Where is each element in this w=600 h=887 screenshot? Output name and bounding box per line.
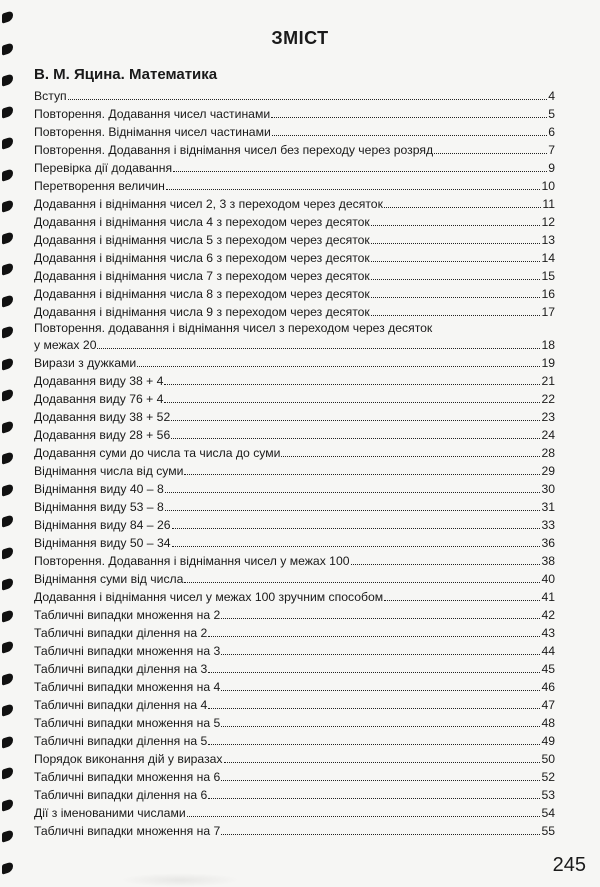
toc-entry-title: Табличні випадки ділення на 2 (34, 626, 208, 640)
toc-entry[interactable] (34, 177, 555, 195)
binding-ring (2, 829, 13, 843)
toc-entry-title: Вирази з дужками (34, 356, 137, 370)
toc-entry-page: 12 (541, 215, 555, 229)
toc-entry-title: Додавання виду 38 + 52 (34, 410, 171, 424)
toc-entry[interactable] (34, 105, 555, 123)
toc-entry-title: Віднімання виду 50 – 34 (34, 536, 171, 550)
toc-entry-page: 33 (541, 518, 555, 532)
dot-leader (68, 99, 548, 100)
toc-entry-title: Повторення. Додавання чисел частинами (34, 107, 271, 121)
toc-entry-page: 28 (541, 446, 555, 460)
binding-ring (2, 514, 13, 528)
toc-entry-title: Табличні випадки множення на 6 (34, 770, 221, 784)
toc-entry[interactable] (34, 141, 555, 159)
toc-entry[interactable] (34, 285, 555, 303)
dot-leader (172, 528, 541, 529)
dot-leader (434, 153, 547, 154)
toc-entry-title: Табличні випадки множення на 3 (34, 644, 221, 658)
page-title: ЗМІСТ (271, 28, 329, 48)
toc-entry-title: Віднімання суми від числа (34, 572, 184, 586)
dot-leader (371, 261, 541, 262)
dot-leader (221, 690, 540, 691)
toc-entry-title: Табличні випадки ділення на 5 (34, 734, 208, 748)
toc-entry-title: Табличні випадки множення на 4 (34, 680, 221, 694)
toc-entry-title: Додавання і віднімання числа 9 з переходом через десяток (34, 305, 370, 319)
dot-leader (187, 816, 541, 817)
toc-entry[interactable] (34, 390, 555, 408)
spiral-binding (0, 0, 22, 887)
page-number: 245 (552, 854, 586, 876)
toc-entry-page: 48 (541, 716, 555, 730)
toc-entry-title: Додавання і віднімання числа 4 з переходом через десяток (34, 215, 370, 229)
toc-entry-page: 23 (541, 410, 555, 424)
toc-entry[interactable] (34, 426, 555, 444)
binding-ring (2, 766, 13, 780)
dot-leader (208, 708, 540, 709)
dot-leader (371, 243, 541, 244)
toc-entry-page: 49 (541, 734, 555, 748)
toc-entry[interactable] (34, 444, 555, 462)
toc-entry-page: 14 (541, 251, 555, 265)
toc-entry-title: Повторення. Додавання і віднімання чисел без переходу через розряд (34, 143, 434, 157)
toc-entry[interactable] (34, 768, 555, 786)
dot-leader (164, 384, 540, 385)
binding-ring (2, 73, 13, 87)
toc-entry-title: Табличні випадки ділення на 4 (34, 698, 208, 712)
toc-entry-title: Дії з іменованими числами (34, 806, 186, 820)
toc-entry[interactable] (34, 87, 555, 105)
toc-entry[interactable] (34, 372, 555, 390)
toc-entry-title: Табличні випадки множення на 5 (34, 716, 221, 730)
toc-entry-page: 6 (548, 125, 555, 139)
binding-ring (2, 388, 13, 402)
binding-ring (2, 577, 13, 591)
binding-ring (2, 136, 13, 150)
toc-entry[interactable] (34, 321, 555, 336)
toc-entry[interactable] (34, 822, 555, 840)
dot-leader (281, 456, 540, 457)
binding-ring (2, 357, 13, 371)
toc-entry-title: Віднімання числа від суми (34, 464, 184, 478)
dot-leader (171, 438, 540, 439)
toc-entry[interactable] (34, 552, 555, 570)
toc-entry[interactable] (34, 480, 555, 498)
toc-entry[interactable] (34, 714, 555, 732)
toc-entry[interactable] (34, 678, 555, 696)
toc-entry[interactable] (34, 660, 555, 678)
toc-entry-page: 50 (541, 752, 555, 766)
dot-leader (165, 492, 541, 493)
dot-leader (221, 834, 540, 835)
toc-entry[interactable] (34, 516, 555, 534)
toc-entry-page: 43 (541, 626, 555, 640)
binding-ring (2, 325, 13, 339)
toc-entry-page: 13 (541, 233, 555, 247)
binding-ring (2, 861, 13, 875)
toc-entry[interactable] (34, 123, 555, 141)
toc-entry[interactable] (34, 570, 555, 588)
dot-leader (164, 402, 540, 403)
toc-entry[interactable] (34, 696, 555, 714)
binding-ring (2, 262, 13, 276)
toc-entry-title: Віднімання виду 53 – 8 (34, 500, 164, 514)
binding-ring (2, 10, 13, 24)
binding-ring (2, 231, 13, 245)
toc-entry-title: Повторення. додавання і віднімання чисел з переходом через десяток (34, 321, 433, 335)
dot-leader (208, 744, 540, 745)
toc-entry-title: Вступ (34, 89, 67, 103)
dot-leader (224, 762, 541, 763)
toc-entry[interactable] (34, 606, 555, 624)
binding-ring (2, 640, 13, 654)
toc-entry-page: 30 (541, 482, 555, 496)
toc-entry-page: 38 (541, 554, 555, 568)
toc-entry-title: Додавання виду 76 + 4 (34, 392, 164, 406)
dot-leader (221, 654, 540, 655)
toc-entry[interactable] (34, 159, 555, 177)
dot-leader (271, 117, 547, 118)
toc-entry-title: Додавання і віднімання чисел у межах 100 зручним способом (34, 590, 384, 604)
toc-entry-title: Додавання виду 28 + 56 (34, 428, 171, 442)
toc-entry-page: 22 (541, 392, 555, 406)
toc-entry[interactable] (34, 336, 555, 354)
dot-leader (137, 366, 540, 367)
toc-entry[interactable] (34, 624, 555, 642)
toc-entry-title: Віднімання виду 40 – 8 (34, 482, 164, 496)
binding-ring (2, 168, 13, 182)
toc-entry-page: 29 (541, 464, 555, 478)
binding-ring (2, 199, 13, 213)
toc-entry-page: 9 (548, 161, 555, 175)
dot-leader (208, 798, 540, 799)
dot-leader (384, 600, 540, 601)
toc-entry-page: 41 (541, 590, 555, 604)
toc-entry-page: 47 (541, 698, 555, 712)
toc-entry[interactable] (34, 642, 555, 660)
toc-entry-title: Віднімання виду 84 – 26 (34, 518, 171, 532)
dot-leader (97, 348, 540, 349)
toc-entry-page: 7 (548, 143, 555, 157)
binding-ring (2, 420, 13, 434)
binding-ring (2, 672, 13, 686)
toc-entry-title: Додавання і віднімання чисел 2, 3 з переходом через десяток (34, 197, 383, 211)
toc-entry-title: Додавання виду 38 + 4 (34, 374, 164, 388)
toc-entry-title: Порядок виконання дій у виразах (34, 752, 223, 766)
toc-entry-page: 17 (541, 305, 555, 319)
toc-entry-page: 36 (541, 536, 555, 550)
toc-entry-title: у межах 20 (34, 338, 97, 352)
binding-ring (2, 451, 13, 465)
toc-entry-page: 54 (541, 806, 555, 820)
toc-entry-title: Повторення. Додавання і віднімання чисел у межах 100 (34, 554, 350, 568)
toc-entry-page: 55 (541, 824, 555, 838)
toc-entry-title: Табличні випадки ділення на 3 (34, 662, 208, 676)
dot-leader (166, 189, 541, 190)
toc-entry[interactable] (34, 267, 555, 285)
toc-entry-page: 24 (541, 428, 555, 442)
dot-leader (184, 582, 540, 583)
toc-entry-title: Додавання і віднімання числа 7 з переходом через десяток (34, 269, 370, 283)
toc-entry-page: 4 (548, 89, 555, 103)
dot-leader (184, 474, 540, 475)
binding-ring (2, 798, 13, 812)
dot-leader (351, 564, 541, 565)
toc-entry-page: 5 (548, 107, 555, 121)
section-heading: В. М. Яцина. Математика (34, 66, 218, 83)
toc-entry[interactable] (34, 534, 555, 552)
toc-entry-page: 40 (541, 572, 555, 586)
toc-entry-title: Додавання і віднімання числа 6 з переходом через десяток (34, 251, 370, 265)
binding-ring (2, 609, 13, 623)
dot-leader (172, 546, 541, 547)
toc-entry-page: 21 (541, 374, 555, 388)
toc-entry[interactable] (34, 213, 555, 231)
toc-entry-page: 15 (541, 269, 555, 283)
dot-leader (221, 618, 540, 619)
dot-leader (221, 780, 540, 781)
toc-entry-title: Табличні випадки ділення на 6 (34, 788, 208, 802)
binding-ring (2, 546, 13, 560)
toc-entry-page: 19 (541, 356, 555, 370)
dot-leader (208, 672, 540, 673)
dot-leader (384, 207, 541, 208)
scan-smudge (120, 873, 240, 887)
toc-entry-title: Табличні випадки множення на 2 (34, 608, 221, 622)
dot-leader (371, 315, 541, 316)
toc-entry-title: Додавання і віднімання числа 5 з переходом через десяток (34, 233, 370, 247)
toc-entry[interactable] (34, 408, 555, 426)
toc-entry[interactable] (34, 231, 555, 249)
toc-entry-page: 42 (541, 608, 555, 622)
dot-leader (272, 135, 547, 136)
toc-entry-title: Повторення. Віднімання чисел частинами (34, 125, 271, 139)
toc-entry-title: Перетворення величин (34, 179, 165, 193)
toc-entry-page: 52 (541, 770, 555, 784)
toc-entry-page: 46 (541, 680, 555, 694)
dot-leader (371, 225, 541, 226)
toc-entry-page: 10 (541, 179, 555, 193)
toc-entry[interactable] (34, 498, 555, 516)
binding-ring (2, 703, 13, 717)
dot-leader (165, 510, 541, 511)
toc-entry-page: 18 (541, 338, 555, 352)
toc-entry[interactable] (34, 588, 555, 606)
toc-entry-page: 45 (541, 662, 555, 676)
toc-entry[interactable] (34, 303, 555, 321)
binding-ring (2, 105, 13, 119)
toc-entry-page: 44 (541, 644, 555, 658)
toc-entry[interactable] (34, 249, 555, 267)
toc-entry[interactable] (34, 354, 555, 372)
binding-ring (2, 294, 13, 308)
toc-entry-page: 53 (541, 788, 555, 802)
toc-entry[interactable] (34, 804, 555, 822)
binding-ring (2, 735, 13, 749)
toc-entry[interactable] (34, 195, 555, 213)
dot-leader (208, 636, 540, 637)
dot-leader (371, 279, 541, 280)
toc-entry-title: Додавання і віднімання числа 8 з переходом через десяток (34, 287, 370, 301)
toc-entry[interactable] (34, 786, 555, 804)
toc-entry-page: 11 (542, 197, 555, 211)
toc-entry-page: 16 (541, 287, 555, 301)
toc-entry-page: 31 (541, 500, 555, 514)
toc-entry-title: Перевірка дії додавання (34, 161, 173, 175)
toc-entry-title: Табличні випадки множення на 7 (34, 824, 221, 838)
dot-leader (221, 726, 540, 727)
table-of-contents (34, 87, 555, 840)
dot-leader (371, 297, 541, 298)
dot-leader (171, 420, 540, 421)
toc-entry[interactable] (34, 462, 555, 480)
dot-leader (173, 171, 547, 172)
toc-entry[interactable] (34, 750, 555, 768)
binding-ring (2, 483, 13, 497)
toc-entry-title: Додавання суми до числа та числа до суми (34, 446, 281, 460)
toc-entry[interactable] (34, 732, 555, 750)
